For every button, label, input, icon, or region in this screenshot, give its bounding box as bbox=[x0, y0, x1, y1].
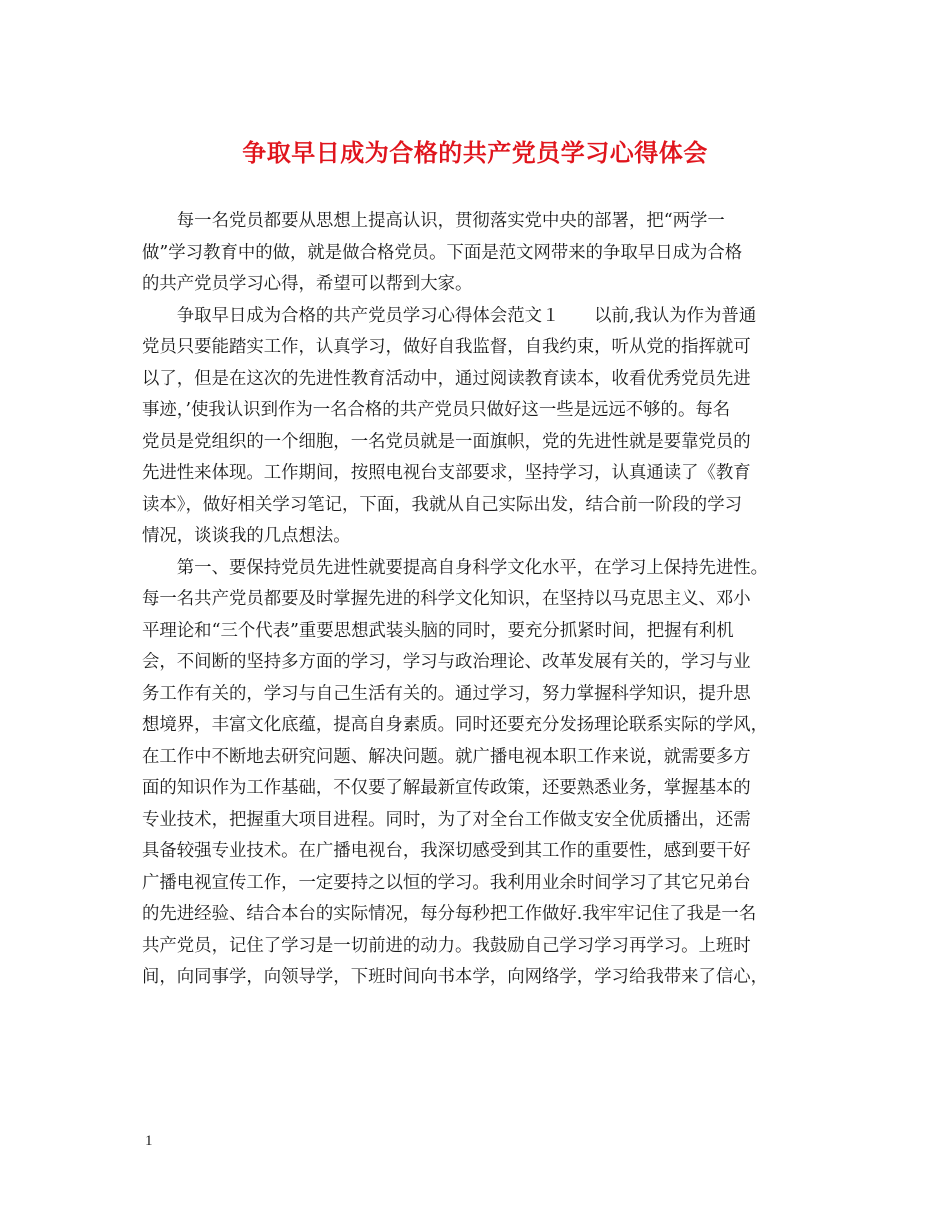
page-number: 1 bbox=[145, 1133, 153, 1149]
text-line: 想境界，丰富文化底蕴，提高自身素质。同时还要充分发扬理论联系实际的学风， bbox=[142, 715, 769, 735]
text-line: 事迹，’使我认识到作为一名合格的共产党员只做好这一些是远远不够的。每名 bbox=[142, 400, 731, 420]
text-line: 会，不间断的坚持多方面的学习，学习与政治理论、改革发展有关的，学习与业 bbox=[142, 652, 751, 672]
text-line: 平理论和“三个代表”重要思想武装头脑的同时，要充分抓紧时间，把握有利机 bbox=[142, 620, 734, 641]
text-line: 广播电视宣传工作，一定要持之以恒的学习。我利用业余时间学习了其它兄弟台 bbox=[142, 872, 751, 893]
text-line: 在工作中不断地去研究问题、解决问题。就广播电视本职工作来说，就需要多方 bbox=[142, 746, 751, 767]
text-line: 党员是党组织的一个细胞，一名党员就是一面旗帜，党的先进性就是要靠党员的 bbox=[142, 431, 751, 452]
text-line: 每一名党员都要从思想上提高认识，贯彻落实党中央的部署，把“两学一 bbox=[142, 211, 725, 231]
text-line: 情况，谈谈我的几点想法。 bbox=[142, 526, 351, 546]
text-line: 每一名共产党员都要及时掌握先进的科学文化知识，在坚持以马克思主义、邓小 bbox=[142, 589, 751, 609]
text-line: 的共产党员学习心得，希望可以帮到大家。 bbox=[142, 274, 473, 294]
document-title: 争取早日成为合格的共产党员学习心得体会 bbox=[242, 139, 708, 167]
text-line: 第一、要保持党员先进性就要提高自身科学文化水平，在学习上保持先进性。 bbox=[142, 557, 769, 578]
text-line: 共产党员，记住了学习是一切前进的动力。我鼓励自己学习学习再学习。上班时 bbox=[142, 935, 751, 956]
text-line: 的先进经验、结合本台的实际情况，每分每秒把工作做好.我牢牢记住了我是一名 bbox=[142, 904, 757, 924]
text-line: 党员只要能踏实工作，认真学习，做好自我监督，自我约束，听从党的指挥就可 bbox=[142, 337, 751, 357]
text-line: 务工作有关的，学习与自己生活有关的。通过学习，努力掌握科学知识，提升思 bbox=[142, 683, 751, 704]
text-line: 读本》，做好相关学习笔记，下面，我就从自己实际出发，结合前一阶段的学习 bbox=[142, 494, 742, 515]
text-line: 先进性来体现。工作期间，按照电视台支部要求，坚持学习，认真通读了《教育 bbox=[142, 463, 751, 483]
body-text bbox=[142, 206, 812, 994]
text-line: 具备较强专业技术。在广播电视台，我深切感受到其工作的重要性，感到要干好 bbox=[142, 841, 751, 861]
document-body bbox=[142, 206, 812, 994]
text-line: 专业技术，把握重大项目进程。同时，为了对全台工作做支安全优质播出，还需 bbox=[142, 809, 751, 830]
text-line: 做”学习教育中的做，就是做合格党员。下面是范文网带来的争取早日成为合格 bbox=[142, 242, 743, 263]
text-line: 争取早日成为合格的共产党员学习心得体会范文１ 以前,我认为作为普通 bbox=[142, 305, 757, 326]
text-line: 间，向同事学，向领导学，下班时间向书本学，向网络学，学习给我带来了信心， bbox=[142, 967, 769, 987]
text-line: 以了，但是在这次的先进性教育活动中，通过阅读教育读本，收看优秀党员先进 bbox=[142, 368, 751, 389]
text-line: 面的知识作为工作基础，不仅要了解最新宣传政策，还要熟悉业务，掌握基本的 bbox=[142, 778, 751, 798]
